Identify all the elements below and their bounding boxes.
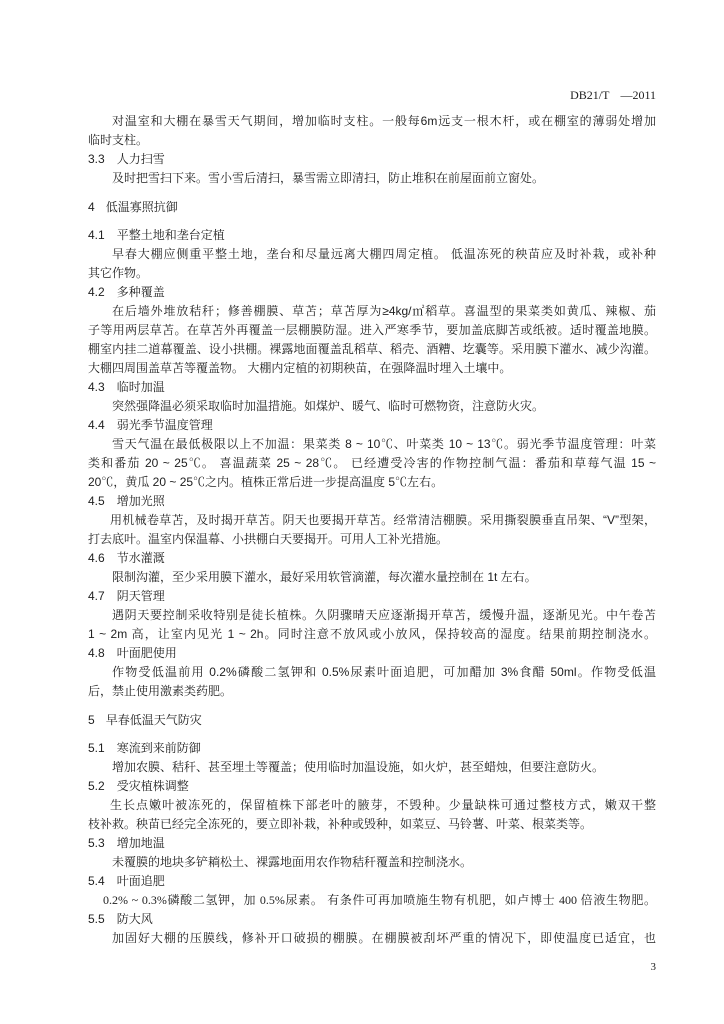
clause-title: 受灾植株调整	[116, 779, 189, 793]
body-text-line: 20℃，黄瓜 20 ~ 25℃之内。植株正常后进一步提高温度 5℃左右。	[88, 475, 444, 489]
running-header	[570, 86, 656, 104]
clause-heading	[88, 549, 656, 568]
clause-5-3	[88, 834, 656, 872]
chapter-4	[88, 198, 656, 701]
body-text-line: 临时支柱。	[88, 133, 149, 147]
clause-number: 4.8	[88, 646, 105, 660]
clause-4-1	[88, 226, 656, 283]
clause-number: 5.3	[88, 836, 105, 850]
chapter-title: 早春低温天气防灾	[105, 713, 202, 727]
clause-title: 防大风	[116, 912, 153, 926]
clause-number: 5.4	[88, 874, 105, 888]
clause-heading	[88, 739, 656, 758]
chapter-title: 低温寡照抗御	[105, 200, 178, 214]
body-text-line: 后，禁止使用激素类药肥。	[88, 684, 233, 698]
clause-heading	[88, 910, 656, 929]
body-text-line: 早春大棚应侧重平整土地，垄台和尽量远离大棚四周定植。 低温冻死的秧苗应及时补栽，或补种	[112, 247, 656, 261]
clause-heading	[88, 777, 656, 796]
clause-title: 人力扫雪	[116, 152, 165, 166]
body-text-line: 枝补救。秧苗已经完全冻死的，要立即补栽，补种或毁种，如菜豆、马铃薯、叶菜、根菜类等。	[88, 817, 593, 831]
chapter-heading	[88, 711, 656, 730]
body-text-line: 生长点嫩叶被冻死的，保留植株下部老叶的腋芽，不毁种。少量缺株可通过整枝方式，嫩双干整	[110, 798, 656, 812]
clause-3-3	[88, 150, 656, 188]
clause-4-4	[88, 416, 656, 492]
clause-heading	[88, 587, 656, 606]
clause-heading	[88, 150, 656, 169]
standard-year: —2011	[620, 88, 656, 102]
body-text-line: 雪天气温在最低极限以上不加温：果菜类 8 ~ 10℃、叶菜类 10 ~ 13℃。弱光季节温度管理：叶菜	[112, 437, 656, 451]
body-text-line: 用机械卷草苫，及时揭开草苫。阴天也要揭开草苫。经常清洁棚膜。采用撕裂膜垂直吊架、“V”型架，	[110, 513, 656, 527]
body-text-line: 类和番茄 20 ~ 25℃。 喜温蔬菜 25 ~ 28℃。 已经遭受冷害的作物控制气温：番茄和草莓气温 15 ~	[88, 456, 656, 470]
clause-title: 增加地温	[116, 836, 165, 850]
clause-number: 4.7	[88, 589, 105, 603]
body-text-line: 大棚四周围盖草苫等覆盖物。 大棚内定植的初期秧苗，在强降温时埋入土壤中。	[88, 361, 512, 375]
clause-5-5	[88, 910, 656, 948]
chapter-heading	[88, 198, 656, 217]
clause-5-2	[88, 777, 656, 834]
clause-4-3	[88, 378, 656, 416]
clause-heading	[88, 872, 656, 891]
clause-4-6	[88, 549, 656, 587]
clause-heading	[88, 644, 656, 663]
clause-heading	[88, 492, 656, 511]
body-text-line: 1 ~ 2m 高，让室内见光 1 ~ 2h。同时注意不放风或小放风，保持较高的湿度。结果前期控制浇水。	[88, 627, 656, 641]
clause-title: 多种覆盖	[116, 285, 165, 299]
clause-number: 4.1	[88, 228, 105, 242]
clause-heading	[88, 834, 656, 853]
clause-heading	[88, 416, 656, 435]
body-text-line: 对温室和大棚在暴雪天气期间，增加临时支柱。一般每6m远支一根木杆，或在棚室的薄弱处增加	[112, 114, 656, 128]
body-text-line: 加固好大棚的压膜线，修补开口破损的棚膜。在棚膜被刮坏严重的情况下，即使温度已适宜，也	[112, 931, 656, 945]
clause-title: 阴天管理	[116, 589, 165, 603]
clause-title: 叶面追肥	[116, 874, 165, 888]
body-text-line: 在后墙外堆放秸秆；修善棚膜、草苫；草苫厚为≥4kg/㎡稻草。喜温型的果菜类如黄瓜、辣椒、茄	[112, 304, 656, 318]
clause-number: 4.5	[88, 494, 105, 508]
clause-number: 3.3	[88, 152, 105, 166]
clause-heading	[88, 283, 656, 302]
body-text-line: 增加农膜、秸秆、甚至埋土等覆盖；使用临时加温设施，如火炉，甚至蜡烛，但要注意防火。	[112, 760, 605, 774]
clause-title: 平整土地和垄台定植	[116, 228, 225, 242]
continuation-paragraph	[88, 112, 656, 150]
clause-number: 4.2	[88, 285, 105, 299]
clause-5-4	[88, 872, 656, 910]
clause-title: 临时加温	[116, 380, 165, 394]
body-text-line: 限制沟灌，至少采用膜下灌水，最好采用软管滴灌，每次灌水量控制在 1t 左右。	[112, 570, 537, 584]
body-text-line: 作物受低温前用 0.2%磷酸二氢钾和 0.5%尿素叶面追肥，可加醋加 3%食醋 50ml。作物受低温	[112, 665, 656, 679]
body-text-line: 0.2% ~ 0.3%磷酸二氢钾，加 0.5%尿素。 有条件可再加喷施生物有机肥，如卢博士 400 倍液生物肥。	[103, 893, 656, 907]
clause-number: 5.2	[88, 779, 105, 793]
body-text-line: 打去底叶。温室内保温幕、小拱棚白天要揭开。可用人工补光措施。	[88, 532, 449, 546]
body-text-line: 其它作物。	[88, 266, 149, 280]
page-number: 3	[650, 961, 656, 973]
clause-title: 增加光照	[116, 494, 165, 508]
clause-title: 弱光季节温度管理	[116, 418, 213, 432]
standard-code: DB21/T	[570, 88, 610, 102]
chapter-number: 5	[88, 713, 95, 727]
body-text-line: 未覆膜的地块多铲耥松土、裸露地面用农作物秸秆覆盖和控制浇水。	[112, 855, 473, 869]
clause-4-2	[88, 283, 656, 378]
document-body	[88, 112, 656, 948]
chapter-5	[88, 711, 656, 948]
clause-number: 5.1	[88, 741, 105, 755]
clause-title: 叶面肥使用	[116, 646, 177, 660]
clause-number: 4.3	[88, 380, 105, 394]
body-text-line: 棚室内挂二道幕覆盖、设小拱棚。裸露地面覆盖乱稻草、稻壳、酒糟、圪囊等。采用膜下灌水、减少沟灌。	[88, 342, 656, 356]
body-text-line: 突然强降温必须采取临时加温措施。如煤炉、暖气、临时可燃物资，注意防火灾。	[112, 399, 545, 413]
chapter-number: 4	[88, 200, 95, 214]
clause-5-1	[88, 739, 656, 777]
clause-title: 节水灌溉	[116, 551, 165, 565]
clause-number: 5.5	[88, 912, 105, 926]
clause-heading	[88, 226, 656, 245]
clause-number: 4.6	[88, 551, 105, 565]
clause-number: 4.4	[88, 418, 105, 432]
clause-heading	[88, 378, 656, 397]
clause-4-7	[88, 587, 656, 644]
body-text-line: 子等用两层草苫。在草苫外再覆盖一层棚膜防湿。进入严寒季节，要加盖底脚苫或纸被。适时覆盖地膜。	[88, 323, 656, 337]
body-text-line: 遇阴天要控制采收特别是徒长植株。久阴骤晴天应逐渐揭开草苫，缓慢升温，逐渐见光。中午卷苫	[112, 608, 656, 622]
clause-4-5	[88, 492, 656, 549]
clause-title: 寒流到来前防御	[116, 741, 201, 755]
clause-4-8	[88, 644, 656, 701]
body-text-line: 及时把雪扫下来。雪小雪后清扫，暴雪需立即清扫，防止堆积在前屋面前立窗处。	[112, 171, 545, 185]
